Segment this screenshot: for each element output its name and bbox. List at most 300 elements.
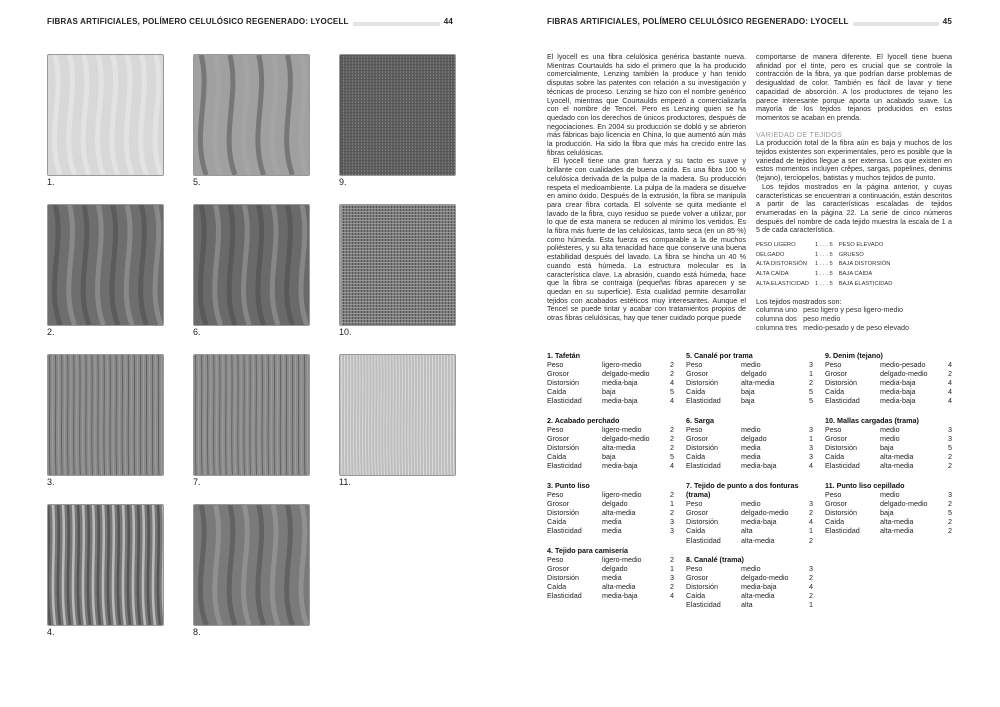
spec-cell: 1	[670, 499, 674, 509]
spec-row	[547, 369, 674, 378]
spec-cell: 4	[809, 582, 813, 592]
spec-cell: baja	[602, 452, 616, 462]
swatch-number: 11.	[339, 477, 351, 487]
spec-cell: Grosor	[547, 564, 569, 574]
spec-cell: 2	[948, 461, 952, 471]
spec-cell: Distorsión	[825, 443, 857, 453]
spec-row	[686, 564, 813, 573]
spec-row	[825, 452, 952, 461]
spec-row	[686, 526, 813, 535]
spec-cell: alta-media	[880, 452, 914, 462]
right-header-title: FIBRAS ARTIFICIALES, POLÍMERO CELULÓSICO REGENERADO: LYOCELL	[547, 17, 853, 26]
scale-cell: 1 . . . 5	[814, 280, 833, 287]
scale-row	[756, 270, 899, 280]
spec-row	[547, 555, 674, 564]
swatch-number: 10.	[339, 327, 352, 337]
spec-cell: delgado	[741, 434, 767, 444]
spec-row	[547, 378, 674, 387]
spec-cell: 1	[670, 564, 674, 574]
spec-cell: 2	[948, 369, 952, 379]
spec-cell: media-baja	[741, 461, 777, 471]
fabric-swatch-image	[193, 54, 310, 176]
spec-row	[547, 526, 674, 535]
scale-cell: BAJA DISTORSIÓN	[838, 261, 891, 268]
spec-title: 5. Canalé por trama	[686, 351, 753, 360]
swatch-number: 6.	[193, 327, 201, 337]
spec-cell: 2	[670, 508, 674, 518]
left-page-number: 44	[440, 17, 453, 26]
spec-cell: Caída	[686, 526, 706, 536]
spec-cell: 3	[670, 526, 674, 536]
fabric-swatch-image	[47, 54, 164, 176]
swatch-number: 3.	[47, 477, 55, 487]
spec-cell: Caída	[547, 387, 567, 397]
spec-cell: baja	[602, 387, 616, 397]
spec-cell: media-baja	[880, 396, 916, 406]
spec-row	[686, 387, 813, 396]
spec-cell: 5	[948, 508, 952, 518]
spec-row	[686, 369, 813, 378]
spec-cell: 5	[948, 443, 952, 453]
body-column-2	[756, 53, 952, 332]
spec-cell: 3	[809, 564, 813, 574]
fabric-swatch-image	[193, 504, 310, 626]
spec-cell: 2	[948, 452, 952, 462]
fabric-spec-block	[547, 481, 674, 536]
fabric-spec-block	[825, 416, 952, 471]
spec-cell: Elasticidad	[825, 396, 860, 406]
fabric-swatch-image	[47, 354, 164, 476]
fabric-spec-block	[825, 481, 952, 536]
spec-cell: media-baja	[880, 387, 916, 397]
spec-cell: media	[741, 443, 761, 453]
spec-cell: 3	[809, 499, 813, 509]
scale-cell: 1 . . . 5	[814, 261, 833, 268]
scale-cell: BAJA ELASTICIDAD	[838, 280, 893, 287]
spec-cell: delgado-medio	[741, 508, 789, 518]
left-header-title: FIBRAS ARTIFICIALES, POLÍMERO CELULÓSICO REGENERADO: LYOCELL	[47, 17, 353, 26]
spec-cell: 1	[809, 369, 813, 379]
spec-cell: Grosor	[825, 499, 847, 509]
swatch-number: 7.	[193, 477, 201, 487]
spec-cell: 4	[670, 378, 674, 388]
spec-title: 10. Mallas cargadas (trama)	[825, 416, 919, 425]
spec-cell: Caída	[825, 387, 845, 397]
spec-cell: 3	[809, 360, 813, 370]
spec-row	[825, 387, 952, 396]
spec-row	[686, 443, 813, 452]
spec-cell: Distorsión	[547, 443, 579, 453]
scale-cell: PESO LIGERO	[756, 242, 796, 249]
spec-cell: Peso	[686, 425, 703, 435]
spec-cell: baja	[741, 396, 755, 406]
spec-cell: 2	[670, 434, 674, 444]
shown-columns-table	[756, 306, 915, 332]
scale-cell: PESO ELEVADO	[838, 242, 884, 249]
spec-cell: Caída	[686, 591, 706, 601]
spec-title: 2. Acabado perchado	[547, 416, 620, 425]
spec-cell: Caída	[825, 452, 845, 462]
spec-cell: media	[602, 526, 622, 536]
spec-row	[686, 582, 813, 591]
spec-cell: 3	[809, 425, 813, 435]
scale-cell: ALTA DISTORSIÓN	[756, 261, 807, 268]
spec-row	[686, 360, 813, 369]
spec-cell: 2	[670, 425, 674, 435]
shown-cell: columna uno	[756, 305, 798, 315]
spec-cell: media	[602, 517, 622, 527]
spec-cell: Elasticidad	[686, 396, 721, 406]
shown-cell: peso medio	[803, 313, 841, 323]
scale-row	[756, 241, 899, 251]
scale-cell: DELGADO	[756, 251, 785, 258]
spec-row	[547, 360, 674, 369]
spec-cell: Peso	[547, 490, 564, 500]
spec-cell: 1	[809, 600, 813, 610]
spec-cell: Grosor	[686, 434, 708, 444]
spec-row	[547, 434, 674, 443]
scale-cell: GRUESO	[838, 251, 864, 258]
scale-cell: BAJA CAÍDA	[838, 271, 873, 278]
paragraph: La producción total de la fibra aún es baja y muchos de los tejidos existentes son experimentales, pero es posible que la variedad de tejidos llegue a ser extensa. Los que existen en estos momentos incluyen crêpes, sargas, popelines, denims (tejano), terciopelos, batistas y muchos tejidos de punto.	[756, 138, 952, 183]
spec-cell: 4	[948, 360, 952, 370]
spec-cell: Caída	[547, 517, 567, 527]
spec-cell: alta	[741, 600, 753, 610]
fabric-spec-block	[686, 481, 813, 545]
spec-row	[686, 461, 813, 470]
swatch-number: 4.	[47, 627, 55, 637]
spec-row	[686, 517, 813, 526]
spec-title: 11. Punto liso cepillado	[825, 481, 905, 490]
spec-cell: Caída	[547, 582, 567, 592]
spec-cell: Grosor	[686, 369, 708, 379]
spec-row	[825, 508, 952, 517]
spec-title: 9. Denim (tejano)	[825, 351, 883, 360]
fabric-spec-block	[686, 351, 813, 406]
spec-cell: 4	[670, 396, 674, 406]
spec-row	[547, 564, 674, 573]
spec-cell: 5	[809, 396, 813, 406]
spec-row	[686, 452, 813, 461]
spec-cell: Elasticidad	[686, 461, 721, 471]
fabric-swatch-image	[193, 204, 310, 326]
spec-cell: 2	[948, 499, 952, 509]
fabric-swatch-image	[193, 354, 310, 476]
spec-cell: media-baja	[602, 378, 638, 388]
spec-cell: Grosor	[825, 434, 847, 444]
spec-cell: baja	[880, 508, 894, 518]
spec-cell: 4	[670, 461, 674, 471]
spec-row	[547, 499, 674, 508]
spec-row	[547, 517, 674, 526]
spec-cell: media-baja	[602, 591, 638, 601]
spec-cell: 3	[948, 434, 952, 444]
spec-cell: delgado	[741, 369, 767, 379]
spec-cell: media-baja	[880, 378, 916, 388]
spec-row	[825, 360, 952, 369]
left-page-header	[47, 17, 453, 29]
spec-cell: Grosor	[686, 573, 708, 583]
spec-cell: Grosor	[686, 508, 708, 518]
spec-cell: alta-media	[602, 443, 636, 453]
spec-cell: Distorsión	[547, 508, 579, 518]
spec-title: 6. Sarga	[686, 416, 714, 425]
spec-cell: delgado-medio	[880, 369, 928, 379]
spec-row	[686, 396, 813, 405]
spec-cell: media-baja	[741, 582, 777, 592]
spec-cell: Peso	[547, 360, 564, 370]
spec-row	[547, 387, 674, 396]
spec-cell: Distorsión	[686, 378, 718, 388]
fabric-spec-block	[547, 546, 674, 601]
spec-cell: 2	[948, 517, 952, 527]
spec-cell: delgado-medio	[602, 369, 650, 379]
spec-row	[825, 443, 952, 452]
right-page-header	[547, 17, 952, 29]
spec-cell: medio	[741, 425, 761, 435]
spec-cell: Elasticidad	[547, 526, 582, 536]
spec-cell: media-baja	[602, 396, 638, 406]
spec-cell: 3	[948, 425, 952, 435]
scale-table	[756, 241, 899, 290]
spec-row	[686, 591, 813, 600]
spec-row	[686, 600, 813, 609]
spec-row	[547, 452, 674, 461]
scale-row	[756, 280, 899, 290]
spec-row	[547, 508, 674, 517]
scale-row	[756, 260, 899, 270]
spec-title: 7. Tejido de punto a dos fonturas (trama)	[686, 481, 799, 500]
shown-intro: Los tejidos mostrados son:	[756, 296, 842, 306]
spec-row	[825, 526, 952, 535]
spec-cell: alta-media	[880, 526, 914, 536]
swatch-number: 9.	[339, 177, 347, 187]
spec-row	[547, 582, 674, 591]
spec-cell: Peso	[686, 564, 703, 574]
spec-cell: Elasticidad	[686, 600, 721, 610]
fabric-spec-block	[547, 416, 674, 471]
spec-cell: alta-media	[602, 582, 636, 592]
spec-row	[686, 378, 813, 387]
spec-cell: medio	[741, 499, 761, 509]
spec-cell: alta-media	[741, 535, 775, 545]
paragraph: El lyocell es una fibra celulósica genérica bastante nueva. Mientras Courtaulds ha sido el primero que la ha producido comercialmente, Lenzing también la produce y han tenido disputas sobre las patentes con relación a su investigación y técnicas de proceso. Lenzing se hizo con el nombre genérico Lyocell, mientras que Courtaulds empezó a comercializarla con el nombre de Tencel. Pero es Lenzing quien se ha quedado con los derechos de únicos productores, después de negociaciones. En 2004 su producción se dobló y se abrieron más fábricas bajo licencia en China, lo que aumentó aún más la producción. Ha sido la fibra que más ha crecido entre las fibras celulósicas.	[547, 52, 746, 157]
fabric-spec-block	[825, 351, 952, 406]
spec-title: 4. Tejido para camisería	[547, 546, 628, 555]
scale-cell: 1 . . . 5	[814, 271, 833, 278]
spec-cell: 2	[809, 508, 813, 518]
spec-cell: Distorsión	[547, 378, 579, 388]
spec-cell: alta	[741, 526, 753, 536]
spec-cell: Peso	[547, 555, 564, 565]
spec-cell: delgado-medio	[741, 573, 789, 583]
spec-cell: 2	[670, 490, 674, 500]
scale-cell: ALTA CAÍDA	[756, 271, 789, 278]
spec-cell: 2	[809, 378, 813, 388]
spec-cell: Peso	[825, 425, 842, 435]
spec-cell: medio	[880, 434, 900, 444]
spec-cell: alta-media	[880, 517, 914, 527]
spec-cell: 2	[809, 573, 813, 583]
spec-row	[825, 425, 952, 434]
spec-cell: medio	[880, 490, 900, 500]
swatch-number: 1.	[47, 177, 55, 187]
spec-cell: Elasticidad	[547, 461, 582, 471]
spec-cell: 4	[809, 461, 813, 471]
spec-cell: baja	[880, 443, 894, 453]
spec-cell: Grosor	[825, 369, 847, 379]
spec-cell: Peso	[825, 490, 842, 500]
spec-cell: Caída	[686, 387, 706, 397]
spec-cell: ligero-medio	[602, 490, 642, 500]
spec-cell: 3	[948, 490, 952, 500]
spec-cell: 1	[809, 434, 813, 444]
spec-cell: 2	[670, 360, 674, 370]
shown-cell: columna dos	[756, 313, 797, 323]
spec-cell: 1	[809, 526, 813, 536]
spec-cell: Elasticidad	[547, 396, 582, 406]
spec-cell: medio	[741, 360, 761, 370]
spec-cell: Elasticidad	[825, 526, 860, 536]
spec-cell: Grosor	[547, 499, 569, 509]
spec-cell: Distorsión	[686, 582, 718, 592]
spec-cell: 3	[809, 443, 813, 453]
spec-cell: Elasticidad	[686, 535, 721, 545]
fabric-spec-block	[686, 555, 813, 610]
spec-cell: alta-media	[880, 461, 914, 471]
spec-cell: Distorsión	[547, 573, 579, 583]
paragraph: El lyocell tiene una gran fuerza y su tacto es suave y brillante con cualidades de buena caída. Es una fibra 100 % celulósica derivada de la pulpa de la madera. Su producción respeta el medioambiente. La pulpa de la madera se disuelve en amino óxido. Después de la extrusión, la fibra se manipula para crear fibra cortada. El solvente se quita mediante el lavado de la fibra, cuyo residuo se puede volver a utilizar, por lo que de esta manera se reducen al mínimo los vertidos. Es la fibra más fuerte de las celulósicas, tanto seca (en un 85 %) como húmeda. Esta fuerza es comparable a la de muchos poliésteres, y su alta tenacidad hace que conserve una buena estabilidad después del lavado. La fibra se hincha un 40 % cuando está húmeda. La estructura molecular es la característica clave. La abrasión, cuando está húmeda, hace que la fibra se contraiga (pequeñas fibras aparecen y se quedan en su superficie). Esta cualidad permite desarrollar tejidos con acabados estéticos muy interesantes. Aunque el Tencel se puede tintar y acabar con tratamientos propios de otras fibras celulósicas, hay que tener cuidado porque puede	[547, 156, 746, 323]
spec-row	[825, 369, 952, 378]
spec-row	[547, 490, 674, 499]
section-subheading: VARIEDAD DE TEJIDOS	[756, 129, 843, 139]
spec-cell: 2	[670, 443, 674, 453]
spec-title: 1. Tafetán	[547, 351, 581, 360]
spec-cell: Grosor	[547, 369, 569, 379]
spec-cell: 2	[809, 535, 813, 545]
spec-row	[686, 508, 813, 517]
shown-row	[756, 324, 915, 333]
spec-cell: delgado-medio	[602, 434, 650, 444]
paragraph: comportarse de manera diferente. El lyocell tiene buena afinidad por el tinte, pero es crucial que se controle la contracción de la fibra, ya que podrían darse problemas de desigualdad de color. También es fácil de lavar y tiene capacidad de absorción. A los productores de tejano les parece interesante porque aporta un acabado suave. La mayoría de los tejidos tejanos producidos en estos momentos se acaban en prenda.	[756, 52, 952, 122]
spec-cell: medio	[880, 425, 900, 435]
spec-row	[686, 499, 813, 508]
spec-cell: Peso	[547, 425, 564, 435]
spec-cell: delgado	[602, 499, 628, 509]
right-page-number: 45	[939, 17, 952, 26]
fabric-swatch-image	[339, 54, 456, 176]
spec-cell: media	[602, 573, 622, 583]
paragraph: Los tejidos mostrados en la página anterior, y cuyas características se encuentran a continuación, están descritos a partir de las características escaladas de tejidos enumeradas en la página 22. La serie de cinco números después del nombre de cada tejido muestra la escala de 1 a 5 de cada característica.	[756, 181, 952, 235]
spec-cell: 2	[670, 555, 674, 565]
fabric-swatch-image	[339, 354, 456, 476]
scale-cell: 1 . . . 5	[814, 242, 833, 249]
spec-cell: medio-pesado	[880, 360, 926, 370]
spec-cell: 5	[670, 387, 674, 397]
spec-cell: Grosor	[547, 434, 569, 444]
spec-row	[825, 461, 952, 470]
spec-cell: 3	[670, 517, 674, 527]
swatch-number: 5.	[193, 177, 201, 187]
spec-cell: Distorsión	[686, 443, 718, 453]
spec-cell: alta-media	[741, 378, 775, 388]
spec-cell: alta-media	[741, 591, 775, 601]
spec-cell: ligero-medio	[602, 425, 642, 435]
swatch-number: 2.	[47, 327, 55, 337]
spec-cell: baja	[741, 387, 755, 397]
spec-cell: Distorsión	[825, 508, 857, 518]
spec-cell: media-baja	[602, 461, 638, 471]
spec-cell: 2	[670, 582, 674, 592]
spec-cell: 2	[809, 591, 813, 601]
spec-row	[825, 499, 952, 508]
shown-cell: peso ligero y peso ligero-medio	[803, 305, 904, 315]
spec-cell: medio	[741, 564, 761, 574]
spec-cell: Peso	[825, 360, 842, 370]
spec-cell: Peso	[686, 499, 703, 509]
spec-row	[686, 434, 813, 443]
spec-row	[547, 461, 674, 470]
spec-row	[825, 378, 952, 387]
swatch-number: 8.	[193, 627, 201, 637]
fabric-swatch-image	[47, 204, 164, 326]
spec-row	[686, 573, 813, 582]
fabric-swatch-image	[339, 204, 456, 326]
spec-cell: 4	[948, 396, 952, 406]
body-column-1	[547, 53, 746, 323]
spec-row	[547, 396, 674, 405]
scale-cell: ALTA ELASTICIDAD	[756, 280, 809, 287]
scale-cell: 1 . . . 5	[814, 251, 833, 258]
spec-cell: ligero-medio	[602, 360, 642, 370]
fabric-swatch-image	[47, 504, 164, 626]
spec-cell: Elasticidad	[825, 461, 860, 471]
fabric-spec-block	[547, 351, 674, 406]
spec-cell: Caída	[825, 517, 845, 527]
spec-cell: Caída	[686, 452, 706, 462]
spec-cell: media-baja	[741, 517, 777, 527]
spec-cell: 4	[670, 591, 674, 601]
spec-cell: Distorsión	[825, 378, 857, 388]
spec-row	[825, 434, 952, 443]
spec-cell: Peso	[686, 360, 703, 370]
shown-cell: medio-pesado y de peso elevado	[803, 322, 910, 332]
spec-cell: 3	[809, 452, 813, 462]
fabric-spec-block	[686, 416, 813, 471]
spec-cell: 3	[670, 573, 674, 583]
spec-row	[547, 443, 674, 452]
spec-row	[686, 425, 813, 434]
spec-cell: 5	[809, 387, 813, 397]
spec-row	[825, 396, 952, 405]
spec-cell: Caída	[547, 452, 567, 462]
spec-cell: 2	[670, 369, 674, 379]
spec-row	[547, 591, 674, 600]
spec-cell: media	[741, 452, 761, 462]
spec-row	[825, 517, 952, 526]
spec-cell: 4	[948, 378, 952, 388]
spec-cell: 4	[809, 517, 813, 527]
spec-row	[825, 490, 952, 499]
spec-cell: alta-media	[602, 508, 636, 518]
spec-title: 8. Canalé (trama)	[686, 555, 744, 564]
scale-row	[756, 251, 899, 261]
spec-cell: 4	[948, 387, 952, 397]
spec-row	[547, 573, 674, 582]
spec-title: 3. Punto liso	[547, 481, 590, 490]
spec-row	[547, 425, 674, 434]
shown-cell: columna tres	[756, 322, 798, 332]
